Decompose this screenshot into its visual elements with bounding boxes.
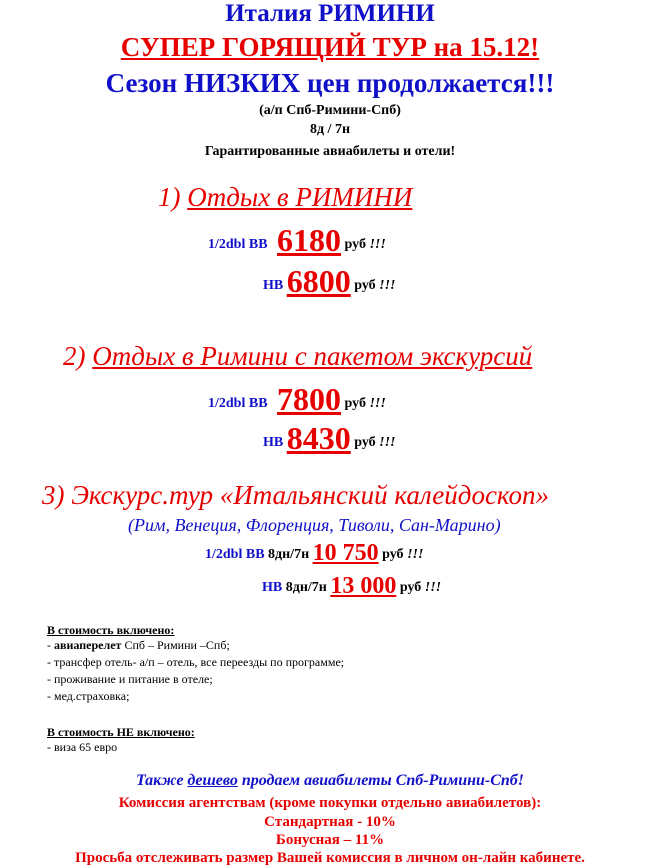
offer-3-heading	[42, 480, 549, 511]
not-included-item: - виза 65 евро	[47, 740, 118, 754]
included-item-text: проживание и питание в отеле;	[54, 672, 213, 686]
room-label: 1/2dbl BB	[208, 396, 268, 411]
offer-3-cities: (Рим, Венеция, Флоренция, Тиволи, Сан-Марино)	[128, 515, 501, 535]
offer-1-row-1	[208, 222, 386, 259]
offer-3-row-1	[205, 540, 423, 567]
offer-3-row-2	[262, 573, 441, 600]
offer-2-number: 2)	[63, 341, 86, 371]
price-value: 13 000	[330, 573, 397, 599]
duration-label: 8дн/7н	[285, 580, 327, 595]
included-item-text: трансфер отель- а/п – отель, все переезды по программе;	[54, 655, 345, 669]
room-label: HB	[263, 278, 284, 293]
bonus-commission: Бонусная – 11%	[275, 832, 385, 848]
offer-2-row-1	[208, 381, 386, 418]
room-label: 1/2dbl BB	[208, 237, 268, 252]
included-item: - авиаперелет Спб – Римини –Спб;	[47, 638, 230, 652]
guarantee-text: Гарантированные авиабилеты и отели!	[204, 144, 456, 159]
also-tickets-text: Также дешево продаем авиабилеты Спб-Римини-Спб!	[135, 772, 524, 789]
duration-label: 8дн/7н	[268, 547, 310, 562]
offer-1-number: 1)	[158, 182, 181, 212]
title-italy-rimini: Италия РИМИНИ	[225, 0, 435, 27]
commission-text: Комиссия агентствам (кроме покупки отдельно авиабилетов):	[118, 795, 542, 811]
offer-1-heading	[158, 182, 412, 213]
exclaim: !!!	[424, 580, 442, 595]
room-label: HB	[263, 435, 284, 450]
offer-1-title: Отдых в РИМИНИ	[187, 182, 413, 212]
currency: руб	[354, 278, 376, 293]
exclaim: !!!	[379, 278, 396, 293]
currency: руб	[344, 396, 366, 411]
included-item: - проживание и питание в отеле;	[47, 672, 213, 686]
included-item: - мед.страховка;	[47, 689, 130, 703]
price-value: 6180	[277, 222, 342, 258]
offer-2-heading	[63, 341, 532, 372]
included-item-bold: авиаперелет	[54, 638, 122, 652]
included-item-text: Спб – Римини –Спб;	[121, 638, 230, 652]
low-prices-title: Сезон НИЗКИХ цен продолжается!!!	[105, 68, 555, 98]
exclaim: !!!	[379, 435, 396, 450]
offer-2-row-2	[263, 420, 396, 457]
hot-tour-title: СУПЕР ГОРЯЩИЙ ТУР на 15.12!	[120, 32, 540, 62]
offer-3-number: 3)	[42, 480, 65, 510]
included-item-text: мед.страховка;	[54, 689, 130, 703]
currency: руб	[399, 580, 422, 595]
price-value: 7800	[277, 381, 342, 417]
price-value: 8430	[286, 420, 351, 456]
route-text: (а/п Спб-Римини-Спб)	[259, 103, 401, 118]
currency: руб	[344, 237, 366, 252]
offer-2-title: Отдых в Римини с пакетом экскурсий	[92, 341, 533, 371]
currency: руб	[382, 547, 404, 562]
price-value: 10 750	[312, 540, 379, 566]
included-heading: В стоимость включено:	[47, 623, 175, 637]
cheap-link-text: дешево	[187, 772, 238, 789]
currency: руб	[354, 435, 376, 450]
standard-commission: Стандартная - 10%	[264, 814, 396, 830]
commission-request: Просьба отслеживать размер Вашей комиссия в личном он-лайн кабинете.	[75, 850, 585, 866]
offer-1-row-2	[263, 263, 396, 300]
room-label: 1/2dbl BB	[205, 547, 265, 562]
offer-3-title: Экскурс.тур «Итальянский калейдоскоп»	[71, 480, 550, 510]
not-included-item-text: виза 65 евро	[54, 740, 118, 754]
exclaim: !!!	[369, 237, 386, 252]
exclaim: !!!	[407, 547, 424, 562]
price-value: 6800	[286, 263, 351, 299]
duration-text: 8д / 7н	[309, 122, 351, 137]
included-item: - трансфер отель- а/п – отель, все переезды по программе;	[47, 655, 345, 669]
not-included-heading: В стоимость НЕ включено:	[47, 725, 195, 739]
exclaim: !!!	[369, 396, 386, 411]
room-label: HB	[262, 580, 283, 595]
